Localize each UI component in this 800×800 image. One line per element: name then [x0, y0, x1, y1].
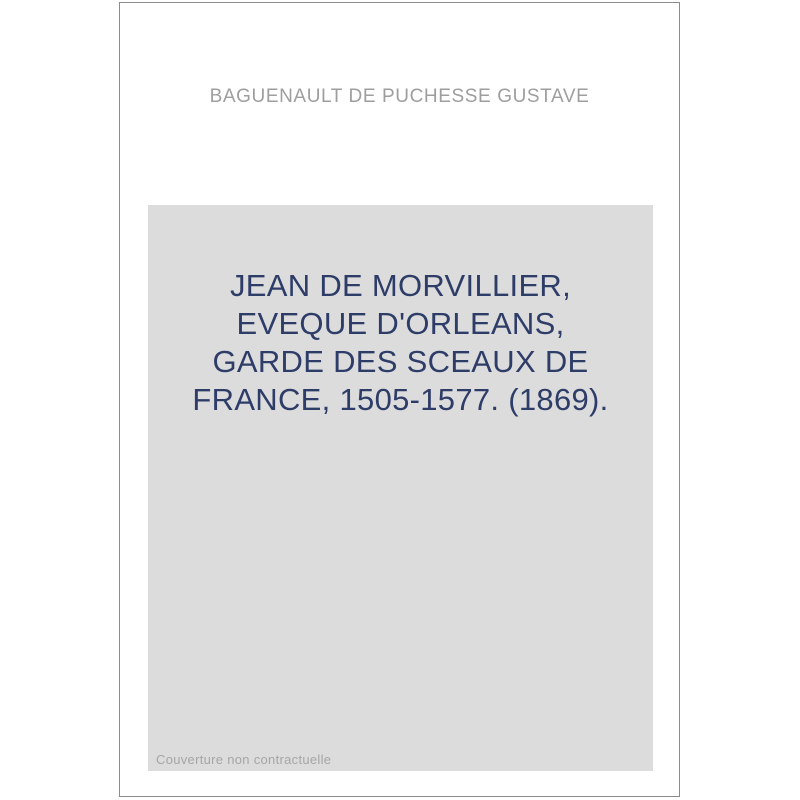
cover-page	[119, 2, 680, 797]
cover-title-panel	[148, 205, 653, 771]
title-line-4: FRANCE, 1505-1577. (1869).	[192, 382, 609, 417]
book-title	[148, 205, 653, 419]
title-line-1: JEAN DE MORVILLIER,	[229, 268, 572, 303]
author-name: BAGUENAULT DE PUCHESSE GUSTAVE	[209, 86, 590, 107]
title-line-2: EVEQUE D'ORLEANS,	[236, 306, 565, 341]
cover-disclaimer-note: Couverture non contractuelle	[156, 752, 332, 767]
title-line-3: GARDE DES SCEAUX DE	[212, 344, 589, 379]
